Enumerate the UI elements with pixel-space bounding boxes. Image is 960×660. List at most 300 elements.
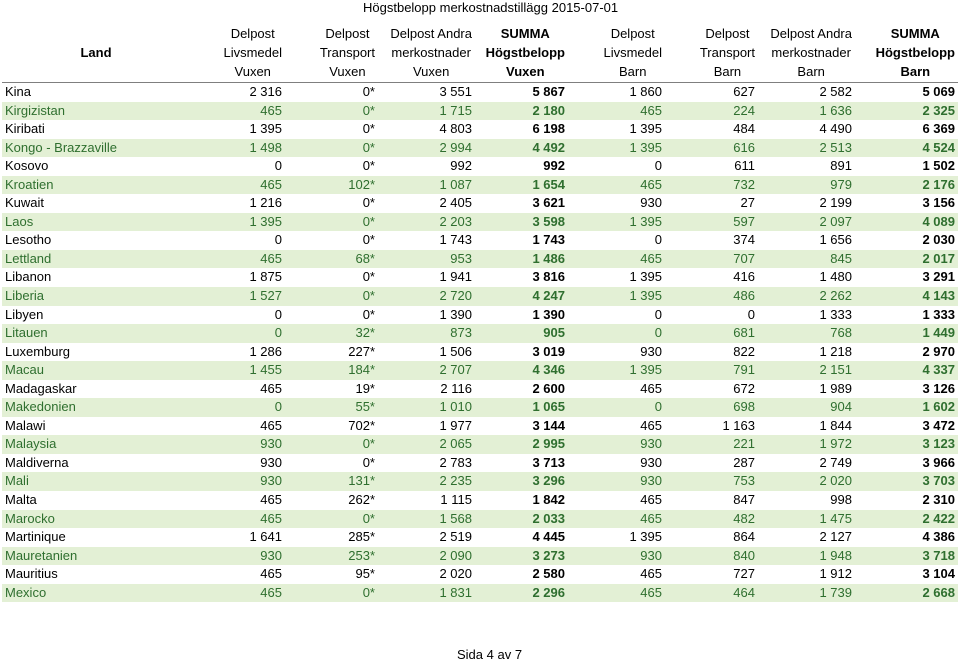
andra-merkostnader-barn-cell: 2 513 xyxy=(819,139,852,155)
livsmedel-vuxen-cell: 1 498 xyxy=(249,139,282,155)
page-title: Högstbelopp merkostnadstillägg 2015-07-01 xyxy=(363,0,619,15)
livsmedel-vuxen-cell: 1 395 xyxy=(249,121,282,137)
summa-vuxen-cell: 3 144 xyxy=(532,417,565,433)
livsmedel-vuxen-cell: 0 xyxy=(274,232,282,248)
livsmedel-vuxen-cell: 930 xyxy=(260,454,282,470)
table-row xyxy=(2,157,958,176)
andra-merkostnader-vuxen-cell: 1 941 xyxy=(439,269,472,285)
country-cell: Kuwait xyxy=(5,195,45,211)
livsmedel-barn-cell: 465 xyxy=(640,176,662,192)
summa-barn-cell: 3 966 xyxy=(922,454,955,470)
transport-barn-cell: 822 xyxy=(733,343,755,359)
andra-merkostnader-vuxen-cell: 2 020 xyxy=(439,566,472,582)
transport-barn-cell: 482 xyxy=(733,510,755,526)
header-line: Delpost xyxy=(230,25,275,41)
header-label xyxy=(770,24,852,81)
andra-merkostnader-barn-cell: 2 262 xyxy=(819,288,852,304)
column-header-land: Land xyxy=(80,44,112,60)
livsmedel-barn-cell: 465 xyxy=(640,492,662,508)
summa-vuxen-cell: 1 486 xyxy=(532,250,565,266)
andra-merkostnader-barn-cell: 1 480 xyxy=(819,269,852,285)
andra-merkostnader-barn-cell: 2 151 xyxy=(819,362,852,378)
table-row xyxy=(2,213,958,232)
summa-barn-cell: 2 325 xyxy=(922,102,955,118)
table-row xyxy=(2,435,958,454)
transport-vuxen-cell: 68* xyxy=(355,250,375,266)
country-cell: Marocko xyxy=(5,510,55,526)
transport-vuxen-cell: 32* xyxy=(355,325,375,341)
andra-merkostnader-vuxen-cell: 953 xyxy=(450,250,472,266)
country-cell: Kiribati xyxy=(5,121,45,137)
header-line: Barn xyxy=(713,63,742,79)
summa-vuxen-cell: 1 390 xyxy=(532,306,565,322)
transport-barn-cell: 727 xyxy=(733,566,755,582)
livsmedel-barn-cell: 465 xyxy=(640,584,662,600)
livsmedel-barn-cell: 1 395 xyxy=(629,213,662,229)
header-line: Delpost Andra xyxy=(770,25,852,41)
table-row xyxy=(2,306,958,325)
transport-vuxen-cell: 253* xyxy=(348,547,375,563)
summa-vuxen-cell: 3 019 xyxy=(532,343,565,359)
table-row xyxy=(2,528,958,547)
column-header-andra-merkostnader-barn xyxy=(758,22,855,82)
livsmedel-vuxen-cell: 465 xyxy=(260,417,282,433)
country-cell: Litauen xyxy=(5,325,48,341)
summa-barn-cell: 1 502 xyxy=(922,158,955,174)
country-cell: Macau xyxy=(5,362,45,378)
header-line: Delpost xyxy=(705,25,750,41)
livsmedel-vuxen-cell: 1 216 xyxy=(249,195,282,211)
livsmedel-barn-cell: 1 395 xyxy=(629,288,662,304)
country-cell: Madagaskar xyxy=(5,380,77,396)
summa-vuxen-cell: 3 598 xyxy=(532,213,565,229)
table-row xyxy=(2,472,958,491)
summa-barn-cell: 3 123 xyxy=(922,436,955,452)
country-cell: Kroatien xyxy=(5,176,54,192)
header-label xyxy=(320,24,375,81)
column-header-livsmedel-vuxen xyxy=(190,22,285,82)
andra-merkostnader-vuxen-cell: 1 743 xyxy=(439,232,472,248)
country-cell: Libyen xyxy=(5,306,44,322)
livsmedel-barn-cell: 930 xyxy=(640,547,662,563)
transport-barn-cell: 374 xyxy=(733,232,755,248)
transport-vuxen-cell: 0* xyxy=(362,269,375,285)
header-label xyxy=(603,24,662,81)
transport-barn-cell: 707 xyxy=(733,250,755,266)
country-cell: Mauritius xyxy=(5,566,58,582)
livsmedel-vuxen-cell: 0 xyxy=(274,306,282,322)
table-row xyxy=(2,102,958,121)
summa-vuxen-cell: 1 743 xyxy=(532,232,565,248)
column-header-transport-barn xyxy=(665,22,758,82)
transport-barn-cell: 27 xyxy=(740,195,755,211)
livsmedel-barn-cell: 1 395 xyxy=(629,362,662,378)
summa-barn-cell: 2 422 xyxy=(922,510,955,526)
andra-merkostnader-vuxen-cell: 1 115 xyxy=(440,492,472,508)
summa-vuxen-cell: 1 065 xyxy=(532,399,565,415)
livsmedel-vuxen-cell: 0 xyxy=(274,158,282,174)
livsmedel-vuxen-cell: 465 xyxy=(260,380,282,396)
livsmedel-barn-cell: 0 xyxy=(654,306,662,322)
country-cell: Luxemburg xyxy=(5,343,71,359)
transport-vuxen-cell: 0* xyxy=(362,306,375,322)
country-cell: Kosovo xyxy=(5,158,49,174)
summa-barn-cell: 3 291 xyxy=(922,269,955,285)
country-cell: Mexico xyxy=(5,584,47,600)
summa-barn-cell: 3 718 xyxy=(922,547,955,563)
header-line: Delpost xyxy=(325,25,370,41)
andra-merkostnader-vuxen-cell: 1 831 xyxy=(439,584,472,600)
transport-barn-cell: 698 xyxy=(733,399,755,415)
livsmedel-barn-cell: 930 xyxy=(640,343,662,359)
andra-merkostnader-barn-cell: 891 xyxy=(830,158,852,174)
summa-barn-cell: 3 703 xyxy=(922,473,955,489)
table-row xyxy=(2,417,958,436)
header-line: Barn xyxy=(900,63,931,79)
summa-vuxen-cell: 3 621 xyxy=(532,195,565,211)
transport-barn-cell: 681 xyxy=(733,325,755,341)
livsmedel-vuxen-cell: 930 xyxy=(260,473,282,489)
livsmedel-barn-cell: 930 xyxy=(640,436,662,452)
summa-vuxen-cell: 992 xyxy=(543,158,565,174)
livsmedel-barn-cell: 0 xyxy=(654,232,662,248)
summa-barn-cell: 3 472 xyxy=(922,417,955,433)
header-label xyxy=(700,24,755,81)
table-row xyxy=(2,380,958,399)
transport-vuxen-cell: 0* xyxy=(362,454,375,470)
transport-barn-cell: 484 xyxy=(733,121,755,137)
andra-merkostnader-vuxen-cell: 2 090 xyxy=(439,547,472,563)
livsmedel-barn-cell: 930 xyxy=(640,473,662,489)
andra-merkostnader-vuxen-cell: 1 506 xyxy=(439,343,472,359)
summa-vuxen-cell: 5 867 xyxy=(532,84,565,99)
header-label xyxy=(223,24,282,81)
transport-barn-cell: 221 xyxy=(733,436,755,452)
transport-barn-cell: 611 xyxy=(734,158,755,174)
table-row xyxy=(2,231,958,250)
livsmedel-vuxen-cell: 465 xyxy=(260,176,282,192)
andra-merkostnader-vuxen-cell: 3 551 xyxy=(439,84,472,99)
table-row xyxy=(2,343,958,362)
transport-vuxen-cell: 285* xyxy=(348,529,375,545)
table-row xyxy=(2,250,958,269)
transport-barn-cell: 486 xyxy=(733,288,755,304)
table-row xyxy=(2,547,958,566)
table-body xyxy=(2,83,958,602)
andra-merkostnader-vuxen-cell: 1 715 xyxy=(439,102,472,118)
transport-vuxen-cell: 702* xyxy=(348,417,375,433)
livsmedel-barn-cell: 0 xyxy=(654,399,662,415)
transport-vuxen-cell: 0* xyxy=(362,102,375,118)
andra-merkostnader-vuxen-cell: 2 783 xyxy=(439,454,472,470)
transport-vuxen-cell: 0* xyxy=(362,510,375,526)
livsmedel-vuxen-cell: 2 316 xyxy=(249,84,282,99)
transport-vuxen-cell: 102* xyxy=(348,176,375,192)
andra-merkostnader-vuxen-cell: 2 235 xyxy=(439,473,472,489)
country-cell: Malawi xyxy=(5,417,46,433)
header-line: Barn xyxy=(797,63,825,79)
transport-barn-cell: 864 xyxy=(733,529,755,545)
livsmedel-barn-cell: 465 xyxy=(640,510,662,526)
summa-vuxen-cell: 3 713 xyxy=(532,454,565,470)
country-cell: Kongo - Brazzaville xyxy=(5,139,117,155)
livsmedel-vuxen-cell: 930 xyxy=(260,436,282,452)
header-line: merkostnader xyxy=(771,44,851,60)
livsmedel-vuxen-cell: 1 527 xyxy=(249,288,282,304)
summa-barn-cell: 2 030 xyxy=(922,232,955,248)
andra-merkostnader-barn-cell: 768 xyxy=(830,325,852,341)
transport-vuxen-cell: 227* xyxy=(348,343,375,359)
header-line: Transport xyxy=(699,44,755,60)
summa-barn-cell: 2 668 xyxy=(922,584,955,600)
livsmedel-barn-cell: 0 xyxy=(654,325,662,341)
summa-barn-cell: 1 449 xyxy=(922,325,955,341)
transport-barn-cell: 616 xyxy=(733,139,755,155)
summa-vuxen-cell: 4 346 xyxy=(532,362,565,378)
transport-vuxen-cell: 0* xyxy=(362,584,375,600)
transport-barn-cell: 464 xyxy=(733,584,755,600)
summa-vuxen-cell: 905 xyxy=(543,325,565,341)
transport-vuxen-cell: 0* xyxy=(362,139,375,155)
summa-barn-cell: 2 970 xyxy=(922,343,955,359)
livsmedel-barn-cell: 1 395 xyxy=(629,269,662,285)
livsmedel-vuxen-cell: 1 641 xyxy=(249,529,282,545)
country-cell: Libanon xyxy=(5,269,52,285)
summa-barn-cell: 2 017 xyxy=(922,250,955,266)
table-row xyxy=(2,120,958,139)
livsmedel-barn-cell: 930 xyxy=(640,195,662,211)
country-cell: Kirgizistan xyxy=(5,102,65,118)
country-cell: Mali xyxy=(5,473,29,489)
table-row xyxy=(2,584,958,603)
livsmedel-vuxen-cell: 465 xyxy=(260,510,282,526)
transport-vuxen-cell: 19* xyxy=(355,380,375,396)
andra-merkostnader-vuxen-cell: 1 390 xyxy=(439,306,472,322)
summa-vuxen-cell: 6 198 xyxy=(532,121,565,137)
livsmedel-vuxen-cell: 465 xyxy=(260,584,282,600)
andra-merkostnader-barn-cell: 4 490 xyxy=(819,121,852,137)
livsmedel-vuxen-cell: 1 395 xyxy=(249,213,282,229)
livsmedel-barn-cell: 465 xyxy=(640,380,662,396)
summa-vuxen-cell: 3 816 xyxy=(532,269,565,285)
summa-vuxen-cell: 2 033 xyxy=(532,510,565,526)
header-line: Vuxen xyxy=(329,63,366,79)
summa-vuxen-cell: 3 296 xyxy=(532,473,565,489)
summa-vuxen-cell: 1 654 xyxy=(532,176,565,192)
andra-merkostnader-barn-cell: 1 948 xyxy=(819,547,852,563)
summa-vuxen-cell: 2 180 xyxy=(532,102,565,118)
livsmedel-vuxen-cell: 465 xyxy=(260,102,282,118)
column-header-summa-vuxen xyxy=(475,22,568,82)
summa-barn-cell: 2 176 xyxy=(922,176,955,192)
table-row xyxy=(2,287,958,306)
table-row xyxy=(2,398,958,417)
andra-merkostnader-vuxen-cell: 2 065 xyxy=(439,436,472,452)
header-line: Högstbelopp xyxy=(875,44,955,60)
andra-merkostnader-barn-cell: 1 912 xyxy=(819,566,852,582)
table-header xyxy=(2,22,958,83)
header-line: Transport xyxy=(319,44,375,60)
summa-barn-cell: 2 310 xyxy=(922,492,955,508)
transport-barn-cell: 416 xyxy=(733,269,755,285)
summa-vuxen-cell: 3 273 xyxy=(532,547,565,563)
andra-merkostnader-barn-cell: 2 097 xyxy=(819,213,852,229)
transport-vuxen-cell: 262* xyxy=(348,492,375,508)
andra-merkostnader-barn-cell: 1 739 xyxy=(819,584,852,600)
transport-vuxen-cell: 0* xyxy=(362,436,375,452)
transport-barn-cell: 287 xyxy=(733,454,755,470)
table-row xyxy=(2,139,958,158)
header-line: Delpost xyxy=(610,25,655,41)
andra-merkostnader-vuxen-cell: 1 568 xyxy=(439,510,472,526)
transport-barn-cell: 224 xyxy=(733,102,755,118)
livsmedel-vuxen-cell: 1 875 xyxy=(249,269,282,285)
summa-barn-cell: 4 524 xyxy=(922,139,955,155)
summa-vuxen-cell: 2 296 xyxy=(532,584,565,600)
livsmedel-barn-cell: 465 xyxy=(640,417,662,433)
livsmedel-barn-cell: 465 xyxy=(640,102,662,118)
table-row xyxy=(2,565,958,584)
transport-vuxen-cell: 0* xyxy=(362,84,375,99)
summa-barn-cell: 6 369 xyxy=(922,121,955,137)
andra-merkostnader-barn-cell: 1 475 xyxy=(819,510,852,526)
transport-barn-cell: 672 xyxy=(733,380,755,396)
rates-table xyxy=(2,22,958,602)
andra-merkostnader-vuxen-cell: 2 707 xyxy=(439,362,472,378)
summa-vuxen-cell: 2 995 xyxy=(532,436,565,452)
country-cell: Mauretanien xyxy=(5,547,78,563)
andra-merkostnader-barn-cell: 1 989 xyxy=(819,380,852,396)
table-row xyxy=(2,268,958,287)
page-number: Sida 4 av 7 xyxy=(457,647,523,660)
transport-vuxen-cell: 131* xyxy=(348,473,375,489)
livsmedel-barn-cell: 930 xyxy=(640,454,662,470)
andra-merkostnader-barn-cell: 1 656 xyxy=(819,232,852,248)
livsmedel-barn-cell: 1 395 xyxy=(629,139,662,155)
column-header-transport-vuxen xyxy=(285,22,378,82)
transport-barn-cell: 0 xyxy=(747,306,755,322)
livsmedel-barn-cell: 0 xyxy=(654,158,662,174)
country-cell: Laos xyxy=(5,213,34,229)
andra-merkostnader-vuxen-cell: 992 xyxy=(450,158,472,174)
transport-vuxen-cell: 55* xyxy=(355,399,375,415)
transport-vuxen-cell: 0* xyxy=(362,158,375,174)
header-line: Livsmedel xyxy=(603,44,662,60)
country-cell: Maldiverna xyxy=(5,454,69,470)
transport-barn-cell: 732 xyxy=(733,176,755,192)
livsmedel-barn-cell: 1 395 xyxy=(629,529,662,545)
transport-vuxen-cell: 184* xyxy=(348,362,375,378)
andra-merkostnader-barn-cell: 2 199 xyxy=(819,195,852,211)
livsmedel-vuxen-cell: 1 286 xyxy=(249,343,282,359)
andra-merkostnader-barn-cell: 1 844 xyxy=(819,417,852,433)
header-line: Vuxen xyxy=(506,63,545,79)
andra-merkostnader-barn-cell: 2 020 xyxy=(819,473,852,489)
country-cell: Kina xyxy=(5,84,32,99)
andra-merkostnader-barn-cell: 2 749 xyxy=(819,454,852,470)
livsmedel-vuxen-cell: 465 xyxy=(260,250,282,266)
summa-barn-cell: 1 602 xyxy=(922,399,955,415)
transport-barn-cell: 791 xyxy=(733,362,755,378)
table-row xyxy=(2,194,958,213)
summa-vuxen-cell: 2 580 xyxy=(532,566,565,582)
summa-barn-cell: 3 126 xyxy=(922,380,955,396)
summa-barn-cell: 4 089 xyxy=(922,213,955,229)
livsmedel-barn-cell: 1 395 xyxy=(629,121,662,137)
andra-merkostnader-barn-cell: 904 xyxy=(830,399,852,415)
andra-merkostnader-vuxen-cell: 873 xyxy=(450,325,472,341)
header-line: merkostnader xyxy=(391,44,471,60)
andra-merkostnader-barn-cell: 1 218 xyxy=(819,343,852,359)
country-cell: Makedonien xyxy=(5,399,76,415)
table-row xyxy=(2,510,958,529)
andra-merkostnader-vuxen-cell: 2 519 xyxy=(439,529,472,545)
livsmedel-barn-cell: 1 860 xyxy=(629,84,662,99)
transport-vuxen-cell: 0* xyxy=(362,213,375,229)
andra-merkostnader-barn-cell: 1 636 xyxy=(819,102,852,118)
transport-vuxen-cell: 0* xyxy=(362,121,375,137)
livsmedel-barn-cell: 465 xyxy=(640,250,662,266)
andra-merkostnader-vuxen-cell: 1 977 xyxy=(439,417,472,433)
column-header-livsmedel-barn xyxy=(568,22,665,82)
andra-merkostnader-vuxen-cell: 2 116 xyxy=(440,380,472,396)
livsmedel-barn-cell: 465 xyxy=(640,566,662,582)
livsmedel-vuxen-cell: 465 xyxy=(260,492,282,508)
andra-merkostnader-barn-cell: 2 127 xyxy=(819,529,852,545)
header-line: SUMMA xyxy=(890,25,940,41)
transport-vuxen-cell: 0* xyxy=(362,195,375,211)
summa-barn-cell: 4 386 xyxy=(922,529,955,545)
summa-vuxen-cell: 1 842 xyxy=(532,492,565,508)
summa-barn-cell: 4 143 xyxy=(922,288,955,304)
transport-vuxen-cell: 95* xyxy=(355,566,375,582)
header-label xyxy=(876,24,955,81)
header-line: Livsmedel xyxy=(223,44,282,60)
andra-merkostnader-barn-cell: 979 xyxy=(830,176,852,192)
country-cell: Martinique xyxy=(5,529,66,545)
country-cell: Lettland xyxy=(5,250,52,266)
column-header-andra-merkostnader-vuxen xyxy=(378,22,475,82)
summa-barn-cell: 5 069 xyxy=(922,84,955,99)
table-row xyxy=(2,83,958,102)
andra-merkostnader-barn-cell: 845 xyxy=(830,250,852,266)
country-cell: Malta xyxy=(5,492,37,508)
andra-merkostnader-vuxen-cell: 4 803 xyxy=(439,121,472,137)
transport-vuxen-cell: 0* xyxy=(362,288,375,304)
header-line: Delpost Andra xyxy=(390,25,472,41)
header-line: Barn xyxy=(619,63,647,79)
country-cell: Malaysia xyxy=(5,436,57,452)
country-cell: Lesotho xyxy=(5,232,52,248)
andra-merkostnader-barn-cell: 998 xyxy=(830,492,852,508)
livsmedel-vuxen-cell: 0 xyxy=(274,325,282,341)
summa-barn-cell: 3 104 xyxy=(922,566,955,582)
andra-merkostnader-vuxen-cell: 2 405 xyxy=(439,195,472,211)
transport-barn-cell: 1 163 xyxy=(722,417,755,433)
summa-vuxen-cell: 4 492 xyxy=(532,139,565,155)
andra-merkostnader-barn-cell: 2 582 xyxy=(819,84,852,99)
transport-barn-cell: 753 xyxy=(733,473,755,489)
andra-merkostnader-vuxen-cell: 1 087 xyxy=(439,176,472,192)
livsmedel-vuxen-cell: 930 xyxy=(260,547,282,563)
header-label xyxy=(486,24,565,81)
summa-barn-cell: 3 156 xyxy=(922,195,955,211)
andra-merkostnader-vuxen-cell: 2 203 xyxy=(439,213,472,229)
header-line: Vuxen xyxy=(412,63,450,79)
summa-vuxen-cell: 4 445 xyxy=(532,529,565,545)
header-line: SUMMA xyxy=(500,25,550,41)
transport-barn-cell: 840 xyxy=(733,547,755,563)
